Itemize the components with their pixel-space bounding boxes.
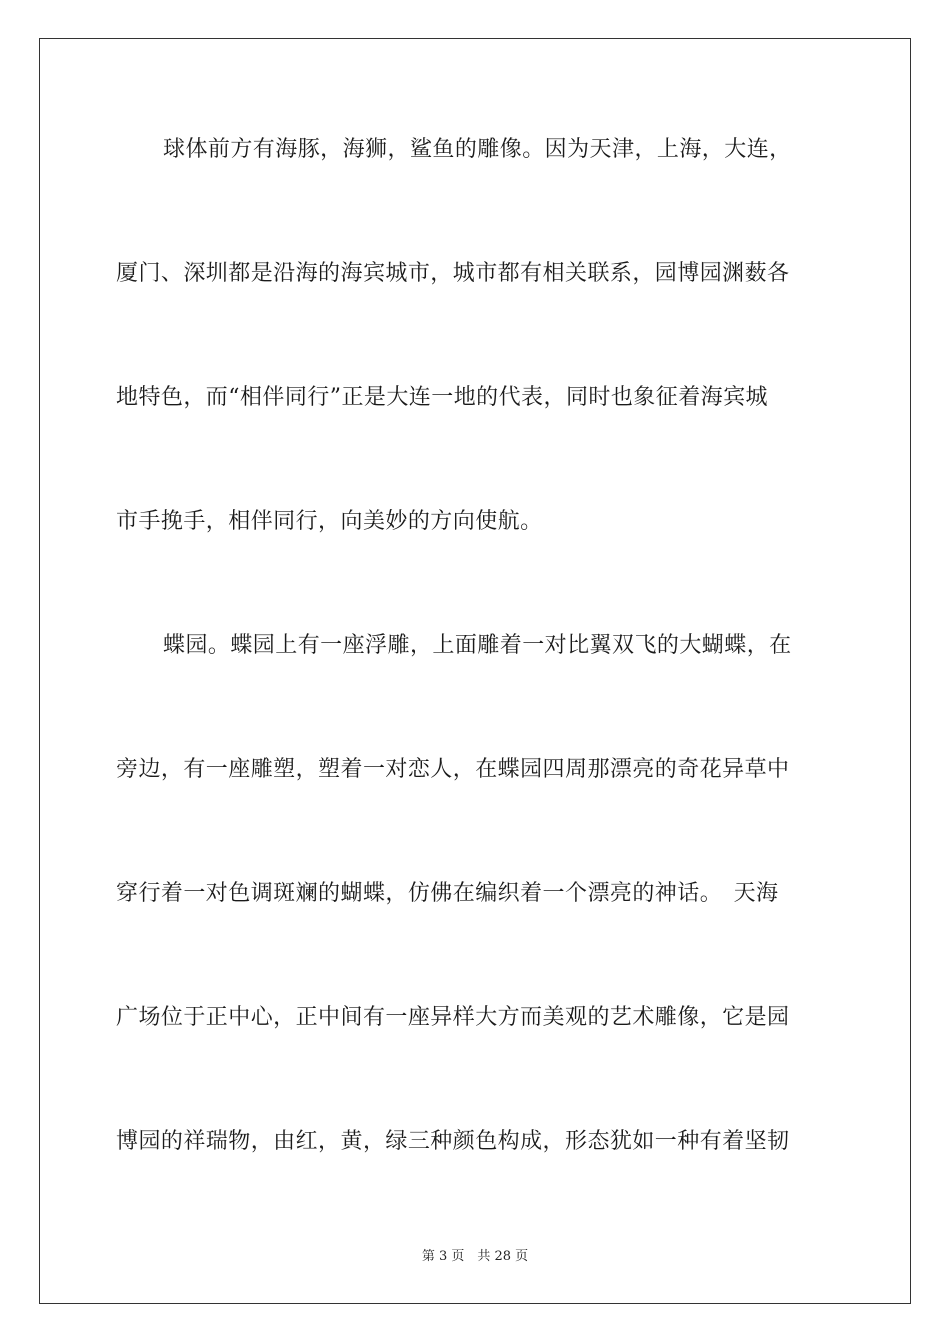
page-border — [39, 38, 911, 1304]
paragraph-line: 旁边，有一座雕塑，塑着一对恋人，在蝶园四周那漂亮的奇花异草中 — [116, 757, 790, 782]
paragraph-line: 穿行着一对色调斑斓的蝴蝶，仿佛在编织着一个漂亮的神话。 天海 — [116, 881, 779, 906]
paragraph-line: 广场位于正中心，正中间有一座异样大方而美观的艺术雕像，它是园 — [116, 1005, 790, 1030]
page-number-footer: 第 3 页 共 28 页 — [421, 1249, 529, 1264]
paragraph-line: 球体前方有海豚，海狮，鲨鱼的雕像。因为天津，上海，大连， — [163, 137, 792, 162]
paragraph-line: 博园的祥瑞物，由红，黄，绿三种颜色构成，形态犹如一种有着坚韧 — [116, 1129, 790, 1154]
paragraph-line: 市手挽手，相伴同行，向美妙的方向使航。 — [116, 509, 543, 534]
paragraph-line: 厦门、深圳都是沿海的海宾城市，城市都有相关联系，园博园渊薮各 — [116, 261, 790, 286]
paragraph-line: 蝶园。蝶园上有一座浮雕，上面雕着一对比翼双飞的大蝴蝶，在 — [163, 633, 792, 658]
paragraph-line: 地特色，而“相伴同行”正是大连一地的代表，同时也象征着海宾城 — [116, 385, 768, 410]
